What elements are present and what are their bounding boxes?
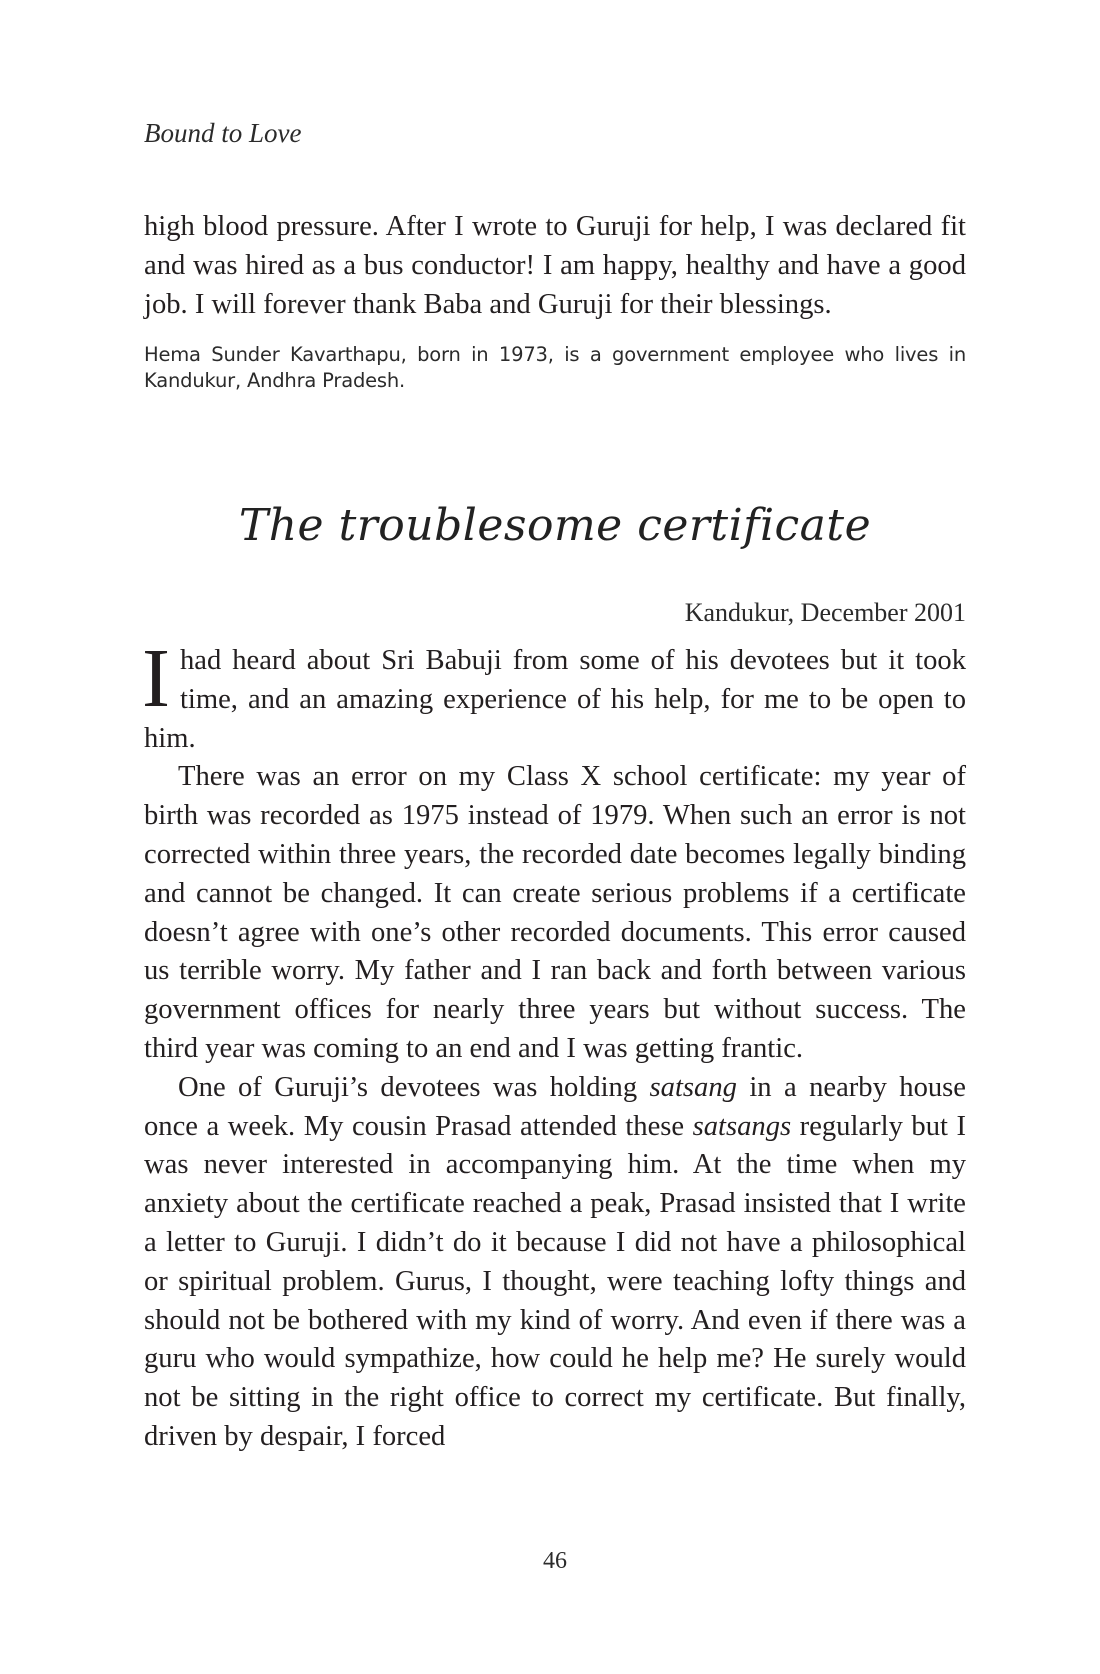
story-paragraph-3-part-a: One of Guruji’s devotees was holding (178, 1071, 650, 1103)
drop-cap: I (142, 632, 170, 725)
previous-story-ending (144, 208, 966, 324)
page-number: 46 (543, 1548, 567, 1574)
story-paragraph-2: There was an error on my Class X school certificate: my year of birth was recorded as 1975 instead of 1979. When such an error is not corrected within three years, the recorded date becomes legally binding and cannot be changed. It can create serious problems if a certificate doesn’t agree with one’s other recorded documents. This error caused us terrible worry. My father and I ran back and forth between various government offices for nearly three years but without success. The third year was coming to an end and I was getting frantic. (144, 761, 966, 1064)
italic-term-satsangs: satsangs (692, 1110, 792, 1142)
previous-story-paragraph: high blood pressure. After I wrote to Guruji for help, I was declared fit and was hired as a bus conductor! I am happy, healthy and have a good job. I will forever thank Baba and Guruji for their blessings. (144, 211, 966, 320)
story-paragraph-1 (142, 632, 966, 758)
story-paragraph-3-part-c: regularly but I was never interested in accompanying him. At the time when my anxiety about the certificate reached a peak, Prasad insisted that I write a letter to Guruji. I didn’t do it because I did not have a philosophical or spiritual problem. Gurus, I thought, were teaching lofty things and should not be bothered with my kind of worry. And even if there was a guru who would sympathize, how could he help me? He surely would not be sitting in the right office to correct my certificate. But finally, driven by despair, I forced (144, 1110, 967, 1452)
italic-term-satsang: satsang (649, 1071, 737, 1103)
story-paragraph-3 (144, 1069, 966, 1457)
story-paragraph-3-part-b: in a nearby house once a week. My cousin Prasad attended these (144, 1071, 967, 1142)
contributor-bio: Hema Sunder Kavarthapu, born in 1973, is a government employee who lives in Kandukur, Andhra Pradesh. (144, 343, 966, 392)
story-title: The troublesome certificate (238, 500, 872, 551)
story-paragraph-1-text: had heard about Sri Babuji from some of his devotees but it took time, and an amazing experience of his help, for me to be open to him. (144, 645, 966, 754)
running-head: Bound to Love (144, 118, 302, 148)
story-dateline: Kandukur, December 2001 (684, 598, 966, 627)
book-page (144, 0, 966, 1674)
story-body (142, 632, 967, 1457)
